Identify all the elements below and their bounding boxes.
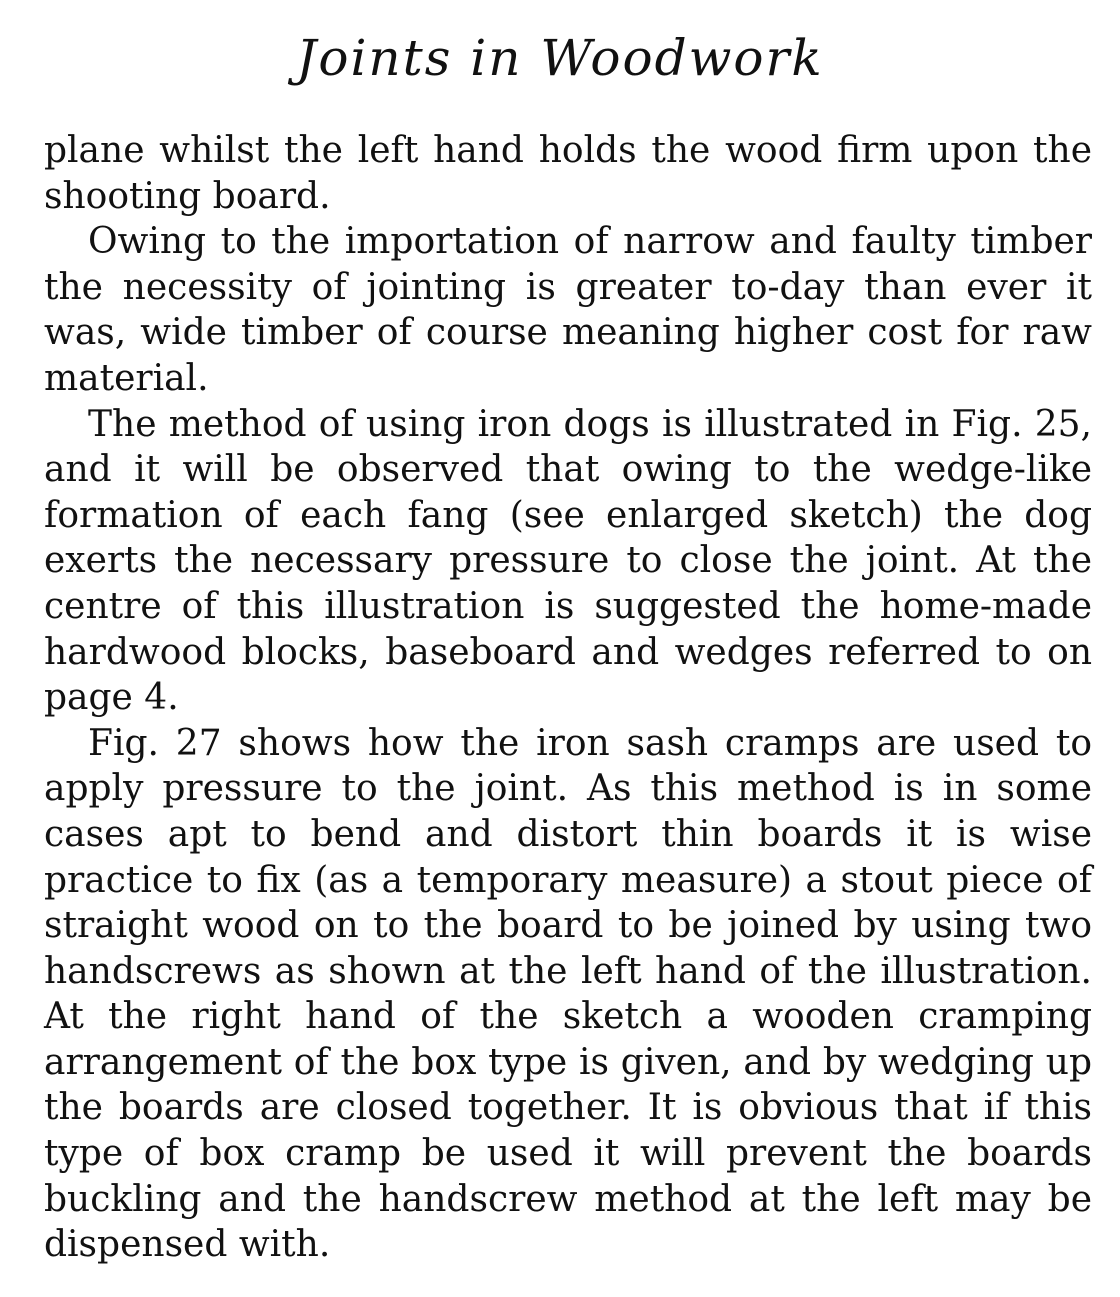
paragraph-continuation: plane whilst the left hand holds the wood firm upon the shooting board. <box>44 130 1092 217</box>
paragraph-timber-importation: Owing to the importation of narrow and faulty timber the necessity of jointing is greater to-day than ever it was, wide timber of course meaning higher cost for raw material. <box>44 221 1092 399</box>
paragraph-iron-dogs: The method of using iron dogs is illustrated in Fig. 25, and it will be observed that owing to the wedge-like formation of each fang (see enlarged sketch) the dog exerts the necessary pressure to close the joint. At the centre of this illustration is suggested the home-made hardwood blocks, baseboard and wedges referred to on page 4. <box>44 403 1092 719</box>
body-text <box>44 128 1092 1268</box>
paragraph-sash-cramps: Fig. 27 shows how the iron sash cramps are used to apply pressure to the joint. As this method is in some cases apt to bend and distort thin boards it is wise practice to fix (as a temporary measure) a stout piece of straight wood on to the board to be joined by using two handscrews as shown at the left hand of the illustration. At the right hand of the sketch a wooden cramping arrangement of the box type is given, and by wedging up the boards are closed together. It is obvious that if this type of box cramp be used it will prevent the boards buckling and the handscrew method at the left may be dispensed with. <box>44 722 1092 1266</box>
running-head: Joints in Woodwork <box>296 29 824 87</box>
